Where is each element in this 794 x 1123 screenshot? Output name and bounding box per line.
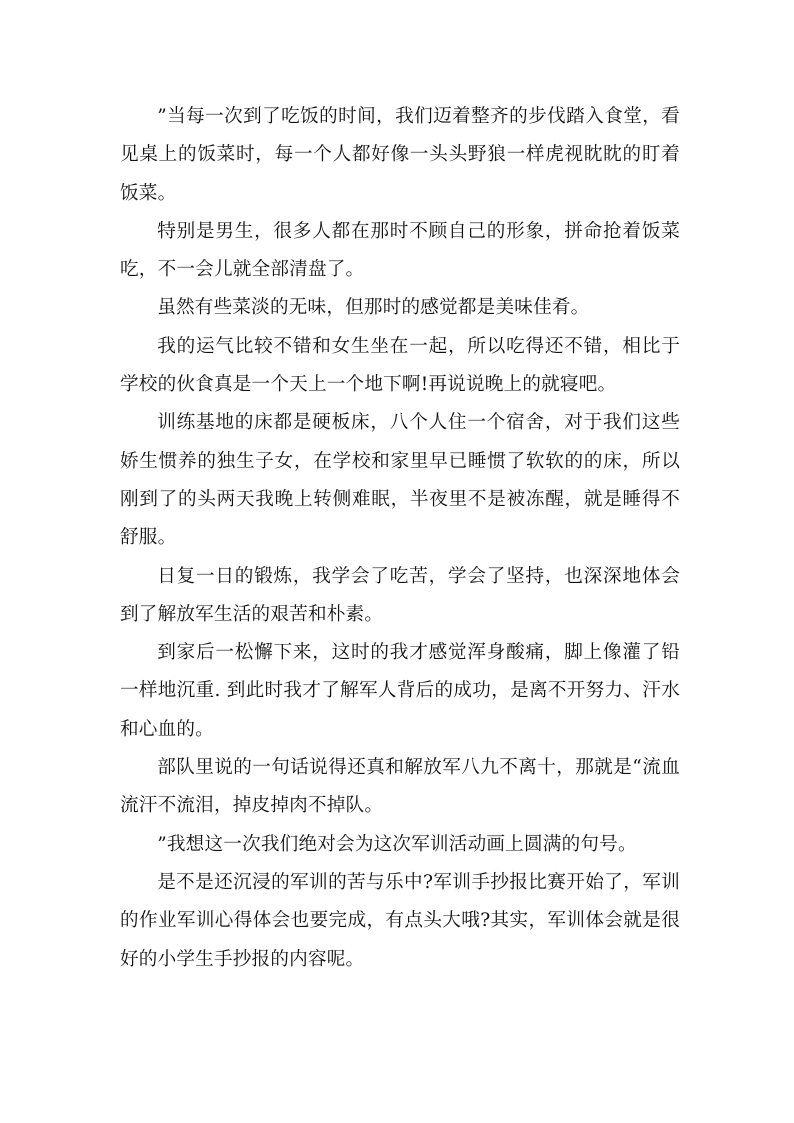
paragraph-7: 到家后一松懈下来，这时的我才感觉浑身酸痛，脚上像灌了铅一样地沉重. 到此时我才了解军人背后的成功，是离不开努力、汗水和心血的。 xyxy=(120,642,680,740)
paragraph-4: 我的运气比较不错和女生坐在一起，所以吃得还不错，相比于学校的伙食真是一个天上一个地下啊!再说说晚上的就寝吧。 xyxy=(120,335,680,396)
paragraph-10: 是不是还沉浸的军训的苦与乐中?军训手抄报比赛开始了，军训的作业军训心得体会也要完成，有点头大哦?其实，军训体会就是很好的小学生手抄报的内容呢。 xyxy=(120,871,680,970)
paragraph-5: 训练基地的床都是硬板床，八个人住一个宿舍，对于我们这些娇生惯养的独生子女，在学校和家里早已睡惯了软软的的床，所以刚到了的头两天我晚上转侧难眠，半夜里不是被冻醒，就是睡得不舒服。 xyxy=(120,412,680,549)
document-body xyxy=(120,98,680,979)
paragraph-9: ”我想这一次我们绝对会为这次军训活动画上圆满的句号。 xyxy=(157,833,637,855)
paragraph-1: ”当每一次到了吃饭的时间，我们迈着整齐的步伐踏入食堂，看见桌上的饭菜时，每一个人都好像一头头野狼一样虎视眈眈的盯着饭菜。 xyxy=(120,106,680,204)
paragraph-3: 虽然有些菜淡的无味，但那时的感觉都是美味佳肴。 xyxy=(157,297,590,319)
paragraph-6: 日复一日的锻炼，我学会了吃苦，学会了坚持，也深深地体会到了解放军生活的艰苦和朴素。 xyxy=(120,565,680,625)
paragraph-2: 特别是男生，很多人都在那时不顾自己的形象，拼命抢着饭菜吃，不一会儿就全部清盘了。 xyxy=(120,220,680,281)
paragraph-8: 部队里说的一句话说得还真和解放军八九不离十，那就是“流血流汗不流泪，掉皮掉肉不掉队。 xyxy=(120,757,680,817)
